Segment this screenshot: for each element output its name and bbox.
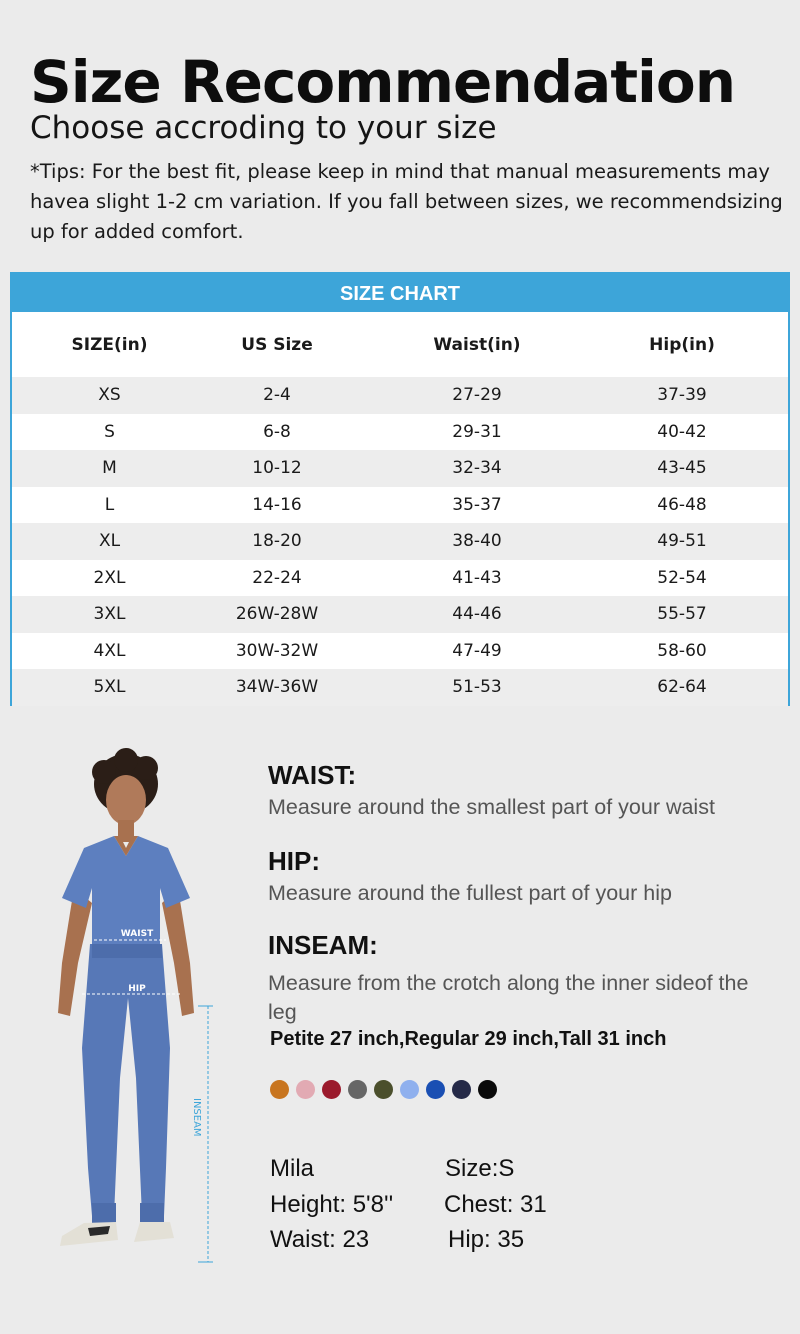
size-chart-body bbox=[12, 312, 788, 706]
inseam-description: Measure from the crotch along the inner sideof the leg bbox=[268, 971, 749, 1024]
column-header: US Size bbox=[241, 334, 313, 355]
color-swatch[interactable] bbox=[322, 1080, 341, 1099]
model-chest: Chest: 31 bbox=[444, 1191, 547, 1218]
model-name: Mila bbox=[270, 1155, 315, 1182]
page-subtitle: Choose accroding to your size bbox=[30, 110, 497, 146]
color-swatch[interactable] bbox=[452, 1080, 471, 1099]
color-swatch[interactable] bbox=[374, 1080, 393, 1099]
color-swatch[interactable] bbox=[296, 1080, 315, 1099]
color-swatch[interactable] bbox=[348, 1080, 367, 1099]
size-cell: 38-40 bbox=[452, 531, 502, 552]
size-cell: 4XL bbox=[93, 640, 126, 661]
size-cell: 14-16 bbox=[252, 494, 302, 515]
size-cell: 18-20 bbox=[252, 531, 302, 552]
size-row bbox=[12, 633, 788, 670]
hip-heading: HIP: bbox=[268, 846, 320, 876]
hip-marker-label: HIP bbox=[128, 984, 146, 994]
size-cell: 44-46 bbox=[452, 604, 502, 625]
color-swatch[interactable] bbox=[400, 1080, 419, 1099]
size-cell: 32-34 bbox=[452, 458, 502, 479]
column-header: SIZE(in) bbox=[71, 334, 148, 355]
size-cell: M bbox=[102, 458, 117, 479]
waist-marker-label: WAIST bbox=[120, 929, 154, 939]
size-cell: 49-51 bbox=[657, 531, 707, 552]
size-cell: L bbox=[104, 494, 115, 515]
column-header: Hip(in) bbox=[649, 334, 715, 355]
size-row bbox=[12, 414, 788, 451]
waist-description: Measure around the smallest part of your waist bbox=[268, 795, 715, 819]
size-cell: 40-42 bbox=[657, 421, 707, 442]
size-cell: 29-31 bbox=[452, 421, 502, 442]
size-cell: 55-57 bbox=[657, 604, 707, 625]
inseam-marker-label: INSEAM bbox=[191, 1098, 202, 1137]
color-swatch[interactable] bbox=[270, 1080, 289, 1099]
inseam-section bbox=[268, 930, 768, 1027]
size-cell: XS bbox=[98, 385, 121, 406]
size-cell: 3XL bbox=[93, 604, 126, 625]
size-cell: XL bbox=[98, 531, 121, 552]
size-cell: 52-54 bbox=[657, 567, 707, 588]
size-cell: 37-39 bbox=[657, 385, 707, 406]
size-cell: 2-4 bbox=[263, 385, 291, 406]
model-size: Size:S bbox=[445, 1155, 515, 1182]
size-cell: 46-48 bbox=[657, 494, 707, 515]
size-chart-title: SIZE CHART bbox=[12, 274, 788, 312]
size-row bbox=[12, 487, 788, 524]
size-cell: 34W-36W bbox=[235, 677, 319, 698]
tips-text: *Tips: For the best fit, please keep in mind that manual measurements may havea slight 1-2 cm variation. If you fall between sizes, we recommendsizing up for added comfort. bbox=[30, 160, 783, 243]
waist-section bbox=[268, 760, 715, 822]
size-cell: 51-53 bbox=[452, 677, 502, 698]
inseam-heading: INSEAM: bbox=[268, 930, 378, 960]
hip-section bbox=[268, 846, 672, 908]
size-cell: 35-37 bbox=[452, 494, 502, 515]
size-cell: 22-24 bbox=[252, 567, 302, 588]
size-row bbox=[12, 450, 788, 487]
size-cell: 58-60 bbox=[657, 640, 707, 661]
size-chart bbox=[10, 272, 790, 706]
model-hip: Hip: 35 bbox=[448, 1226, 525, 1253]
hip-description: Measure around the fullest part of your hip bbox=[268, 881, 672, 905]
size-cell: 41-43 bbox=[452, 567, 502, 588]
inseam-lengths: Petite 27 inch,Regular 29 inch,Tall 31 inch bbox=[270, 1028, 667, 1050]
size-row bbox=[12, 669, 788, 706]
size-row bbox=[12, 377, 788, 414]
model-height: Height: 5'8'' bbox=[270, 1191, 394, 1218]
size-cell: 26W-28W bbox=[235, 604, 319, 625]
size-cell: 47-49 bbox=[452, 640, 502, 661]
model-waist: Waist: 23 bbox=[270, 1226, 370, 1253]
color-swatch[interactable] bbox=[478, 1080, 497, 1099]
size-cell: 27-29 bbox=[452, 385, 502, 406]
color-swatch[interactable] bbox=[426, 1080, 445, 1099]
size-cell: 6-8 bbox=[263, 421, 291, 442]
size-cell: 2XL bbox=[93, 567, 126, 588]
size-chart-header-row bbox=[12, 312, 788, 377]
size-row bbox=[12, 523, 788, 560]
color-swatches bbox=[270, 1080, 497, 1099]
size-cell: 30W-32W bbox=[235, 640, 319, 661]
size-cell: 62-64 bbox=[657, 677, 707, 698]
model-figure bbox=[48, 748, 228, 1278]
waist-heading: WAIST: bbox=[268, 760, 357, 790]
size-row bbox=[12, 596, 788, 633]
size-cell: S bbox=[104, 421, 115, 442]
size-cell: 10-12 bbox=[252, 458, 302, 479]
size-row bbox=[12, 560, 788, 597]
page-title: Size Recommendation bbox=[30, 48, 736, 116]
column-header: Waist(in) bbox=[433, 334, 521, 355]
size-cell: 43-45 bbox=[657, 458, 707, 479]
size-cell: 5XL bbox=[93, 677, 126, 698]
